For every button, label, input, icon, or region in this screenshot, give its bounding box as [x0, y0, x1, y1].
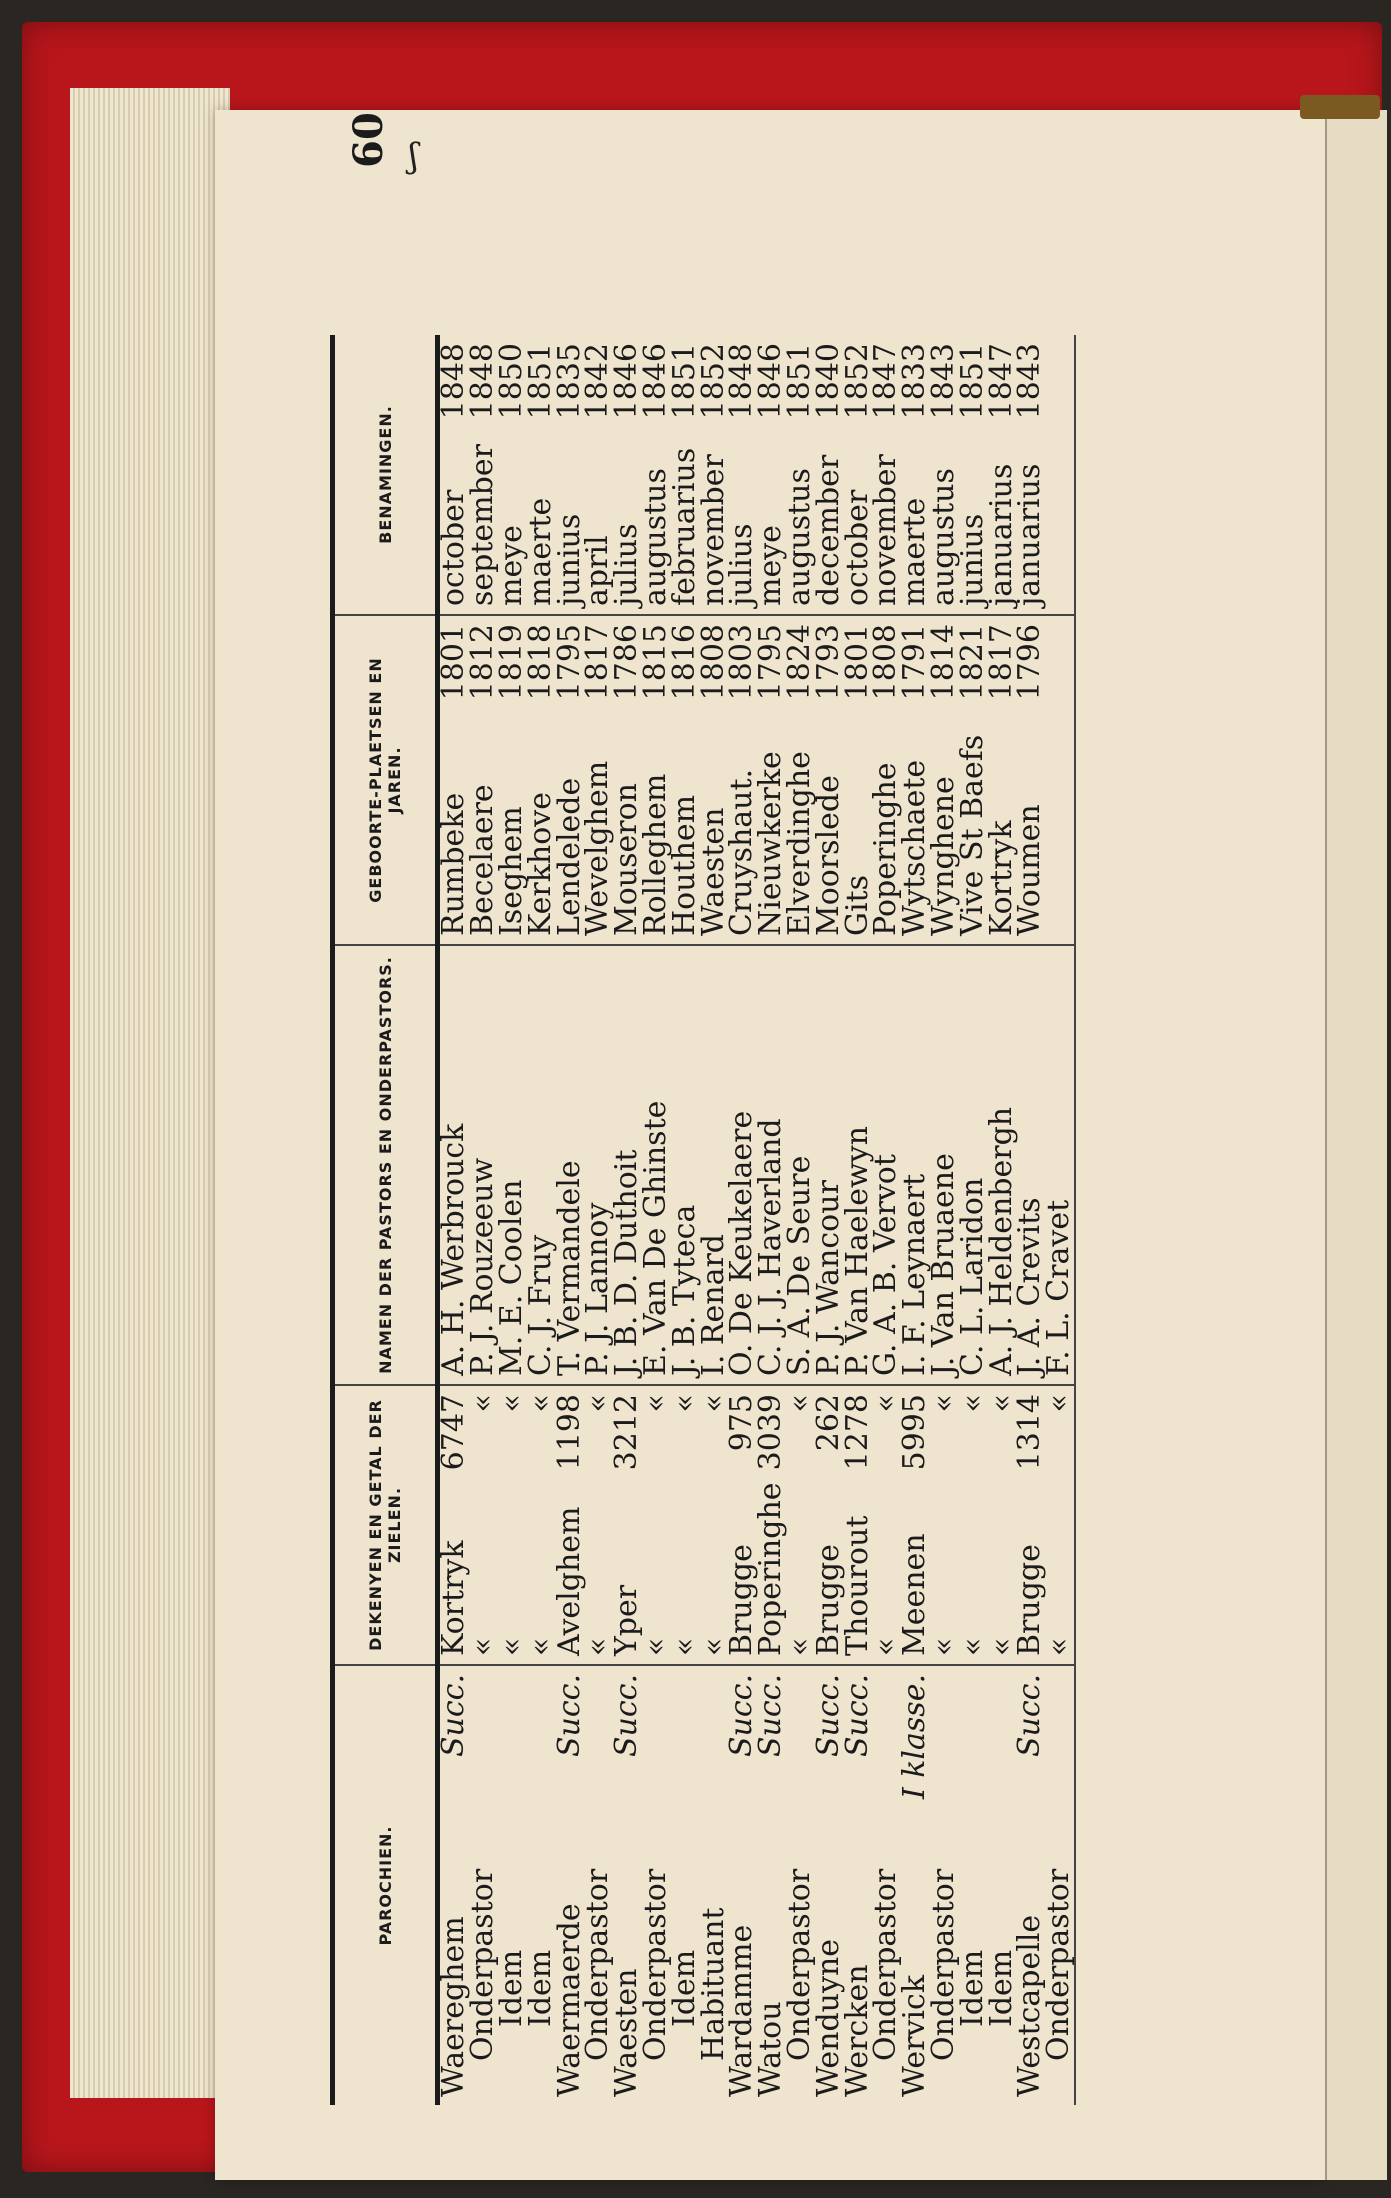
dekenij-name: Meenen: [897, 1533, 933, 1656]
cell-parochie: [925, 1665, 961, 2105]
zielen-count: 262: [810, 1394, 846, 1452]
parochie-name: Idem: [983, 1949, 1019, 2027]
pastor-name: T. Vermandele: [551, 1160, 587, 1376]
benaming-jaar: 1848: [465, 343, 501, 420]
pastor-name: S. A. De Seure: [781, 1155, 817, 1376]
geboorte-plaets: Moorslede: [810, 775, 846, 936]
dekenij-name: Avelghem: [551, 1506, 587, 1656]
geboorte-jaar: 1821: [954, 624, 990, 701]
geboorte-plaets: Wevelghem: [580, 760, 616, 936]
dekenij-name: Brugge: [724, 1544, 760, 1656]
benaming-maend: junius: [954, 513, 990, 606]
geboorte-jaar: 1796: [1012, 624, 1048, 701]
benaming-maend: april: [580, 535, 616, 606]
zielen-count: «: [522, 1394, 558, 1413]
parochie-name: Idem: [666, 1949, 702, 2027]
dekenij-name: «: [465, 1637, 501, 1656]
zielen-count: «: [666, 1394, 702, 1413]
geboorte-plaets: Lendelede: [551, 777, 587, 936]
pastor-name: A. J. Heldenbergh: [983, 1106, 1019, 1376]
benaming-jaar: 1847: [983, 343, 1019, 420]
table-header-row: [333, 335, 438, 2105]
benaming-jaar: 1852: [839, 343, 875, 420]
parochie-name: Waereghem: [436, 1916, 472, 2097]
geboorte-plaets: Poperinghe: [868, 762, 904, 936]
geboorte-jaar: 1803: [724, 624, 760, 701]
zielen-count: «: [983, 1394, 1019, 1413]
cell-dekenij: [637, 1385, 673, 1665]
parochie-status: Succ.: [436, 1674, 472, 1758]
benaming-jaar: 1840: [810, 343, 846, 420]
parochie-status: Succ.: [810, 1674, 846, 1758]
benaming-maend: november: [695, 454, 731, 606]
pastor-name: A. H. Werbrouck: [436, 1123, 472, 1376]
zielen-count: 1198: [551, 1394, 587, 1471]
zielen-count: «: [925, 1394, 961, 1413]
parochie-name: Onderpastor: [781, 1868, 817, 2061]
geboorte-jaar: 1808: [868, 624, 904, 701]
geboorte-jaar: 1786: [609, 624, 645, 701]
geboorte-plaets: Rumbeke: [436, 792, 472, 936]
cell-geboorte: [1045, 615, 1075, 945]
benaming-maend: augustus: [925, 468, 961, 606]
geboorte-plaets: Gits: [839, 874, 875, 936]
cell-parochie: [522, 1665, 558, 2105]
dekenij-name: «: [925, 1637, 961, 1656]
benaming-jaar: 1850: [493, 343, 529, 420]
zielen-count: 1314: [1012, 1394, 1048, 1471]
parochie-name: Westcapelle: [1012, 1914, 1048, 2097]
pastor-name: I. Renard: [695, 1233, 731, 1376]
page-number: 60: [345, 112, 392, 168]
zielen-count: «: [781, 1394, 817, 1413]
header-geboorte: GEBOORTE-PLAETSEN EN JAREN.: [333, 615, 438, 945]
dekenij-name: Thourout: [839, 1515, 875, 1656]
cell-parochie: [493, 1665, 529, 2105]
parochie-name: Wercken: [839, 1964, 875, 2097]
zielen-count: «: [695, 1394, 731, 1413]
cell-dekenij: [1041, 1385, 1077, 1665]
zielen-count: «: [1041, 1394, 1077, 1413]
dekenij-name: «: [868, 1637, 904, 1656]
benaming-jaar: 1848: [436, 343, 472, 420]
geboorte-plaets: Houthem: [666, 794, 702, 936]
dekenij-name: «: [1041, 1637, 1077, 1656]
geboorte-plaets: Kortryk: [983, 820, 1019, 936]
zielen-count: 3039: [753, 1394, 789, 1471]
geboorte-plaets: Wytschaete: [897, 759, 933, 936]
geboorte-jaar: 1795: [551, 624, 587, 701]
cell-parochie: [436, 1665, 472, 2105]
geboorte-jaar: 1819: [493, 624, 529, 701]
dekenij-name: «: [954, 1637, 990, 1656]
table-row: [1045, 335, 1075, 2105]
geboorte-plaets: Wynghene: [925, 776, 961, 936]
parochie-name: Onderpastor: [465, 1868, 501, 2061]
benaming-jaar: 1843: [925, 343, 961, 420]
cell-parochie: [666, 1665, 702, 2105]
cell-dekenij: [436, 1385, 472, 1665]
pastor-name: C. J. Fruy: [522, 1234, 558, 1376]
cell-benaming: [1045, 335, 1075, 615]
parochie-status: Succ.: [1012, 1674, 1048, 1758]
parochie-status: Succ.: [753, 1674, 789, 1758]
pastor-name: I. F. Leynaert: [897, 1173, 933, 1376]
parochie-name: Onderpastor: [580, 1868, 616, 2061]
cell-parochie: [1041, 1665, 1077, 2105]
dekenij-name: «: [522, 1637, 558, 1656]
benaming-maend: meye: [493, 525, 529, 606]
pastor-name: O. De Keukelaere: [724, 1110, 760, 1376]
next-page-edge: [1325, 110, 1387, 2180]
cell-dekenij: [810, 1385, 846, 1665]
zielen-count: «: [493, 1394, 529, 1413]
parochie-name: Onderpastor: [925, 1868, 961, 2061]
benaming-maend: december: [810, 454, 846, 606]
parochie-status: Succ.: [609, 1674, 645, 1758]
geboorte-jaar: 1791: [897, 624, 933, 701]
benaming-jaar: 1852: [695, 343, 731, 420]
benaming-maend: november: [868, 454, 904, 606]
parochie-name: Watou: [753, 2001, 789, 2097]
geboorte-jaar: 1817: [580, 624, 616, 701]
cell-dekenij: [609, 1385, 645, 1665]
benaming-maend: februarius: [666, 447, 702, 606]
cell-dekenij: [465, 1385, 501, 1665]
pastor-name: P. J. Lannoy: [580, 1202, 616, 1376]
benaming-maend: januarius: [1012, 463, 1048, 606]
cell-naam: [810, 945, 846, 1385]
cell-dekenij: [753, 1385, 789, 1665]
pastor-name: J. A. Crevits: [1012, 1197, 1048, 1376]
zielen-count: 3212: [609, 1394, 645, 1471]
dekenij-name: Yper: [609, 1584, 645, 1656]
parochie-name: Wenduyne: [810, 1938, 846, 2097]
benaming-maend: october: [436, 489, 472, 606]
pastor-name: P. J. Wancour: [810, 1180, 846, 1376]
zielen-count: «: [580, 1394, 616, 1413]
cell-parochie: [465, 1665, 501, 2105]
zielen-count: «: [954, 1394, 990, 1413]
benaming-maend: augustus: [781, 468, 817, 606]
geboorte-plaets: Vive St Baefs: [954, 734, 990, 936]
cell-parochie: [954, 1665, 990, 2105]
cell-naam: [954, 945, 990, 1385]
zielen-count: «: [868, 1394, 904, 1413]
dekenij-name: «: [493, 1637, 529, 1656]
pastor-name: G. A. B. Vervot: [868, 1154, 904, 1376]
parochie-name: Wardamme: [724, 1924, 760, 2097]
parochie-name: Idem: [522, 1949, 558, 2027]
header-namen: NAMEN DER PASTORS EN ONDERPASTORS.: [333, 945, 438, 1385]
geboorte-jaar: 1824: [781, 624, 817, 701]
pastor-name: F. L. Cravet: [1041, 1199, 1077, 1376]
benaming-jaar: 1842: [580, 343, 616, 420]
zielen-count: 5995: [897, 1394, 933, 1471]
parochie-name: Idem: [493, 1949, 529, 2027]
parochie-name: Wervick: [897, 1974, 933, 2097]
cell-parochie: [810, 1665, 846, 2105]
geboorte-jaar: 1814: [925, 624, 961, 701]
cell-parochie: [637, 1665, 673, 2105]
dekenij-name: «: [666, 1637, 702, 1656]
cell-geboorte: [1012, 615, 1048, 945]
pastor-name: C. L. Laridon: [954, 1177, 990, 1376]
cell-dekenij: [551, 1385, 587, 1665]
cell-naam: [436, 945, 472, 1385]
parochie-name: Onderpastor: [1041, 1868, 1077, 2061]
zielen-count: 1278: [839, 1394, 875, 1471]
geboorte-plaets: Becelaere: [465, 784, 501, 936]
cell-naam: [522, 945, 558, 1385]
header-dekenyen: DEKENYEN EN GETAL DER ZIELEN.: [333, 1385, 438, 1665]
parochie-status: Succ.: [551, 1674, 587, 1758]
geboorte-jaar: 1817: [983, 624, 1019, 701]
geboorte-jaar: 1816: [666, 624, 702, 701]
benaming-jaar: 1851: [781, 343, 817, 420]
pastor-name: C. J. J. Haverland: [753, 1118, 789, 1376]
geboorte-jaar: 1812: [465, 624, 501, 701]
page-edges: [70, 88, 230, 2098]
benaming-maend: junius: [551, 513, 587, 606]
geboorte-jaar: 1801: [839, 624, 875, 701]
benaming-jaar: 1851: [954, 343, 990, 420]
cell-geboorte: [436, 615, 472, 945]
dekenij-name: «: [580, 1637, 616, 1656]
parochie-name: Onderpastor: [637, 1868, 673, 2061]
dekenij-name: «: [637, 1637, 673, 1656]
geboorte-plaets: Elverdinghe: [781, 751, 817, 936]
parochie-name: Idem: [954, 1949, 990, 2027]
parochie-name: Waesten: [609, 1968, 645, 2097]
dekenij-name: Brugge: [810, 1544, 846, 1656]
benaming-maend: meye: [753, 525, 789, 606]
benaming-maend: januarius: [983, 463, 1019, 606]
benaming-jaar: 1846: [753, 343, 789, 420]
cell-dekenij: [522, 1385, 558, 1665]
cell-naam: [1041, 945, 1077, 1385]
parochie-status: Succ.: [724, 1674, 760, 1758]
geboorte-plaets: Woumen: [1012, 804, 1048, 936]
geboorte-plaets: Mouseron: [609, 783, 645, 936]
cell-dekenij: [666, 1385, 702, 1665]
benaming-jaar: 1851: [666, 343, 702, 420]
pastor-name: P. Van Haelewyn: [839, 1126, 875, 1376]
pastor-name: E. Van De Ghinste: [637, 1100, 673, 1376]
benaming-maend: augustus: [637, 468, 673, 606]
benaming-maend: maerte: [522, 497, 558, 606]
geboorte-jaar: 1801: [436, 624, 472, 701]
geboorte-plaets: Iseghem: [493, 806, 529, 936]
zielen-count: 6747: [436, 1394, 472, 1471]
dekenij-name: Brugge: [1012, 1544, 1048, 1656]
benaming-jaar: 1846: [637, 343, 673, 420]
geboorte-plaets: Kerkhove: [522, 792, 558, 936]
pencil-mark-icon: ʃ: [409, 136, 419, 176]
geboorte-plaets: Cruyshaut.: [724, 768, 760, 936]
register-table: [330, 335, 1076, 2105]
cell-dekenij: [493, 1385, 529, 1665]
cell-dekenij: [839, 1385, 875, 1665]
pastor-name: P. J. Rouzeeuw: [465, 1157, 501, 1376]
cell-benaming: [1012, 335, 1048, 615]
benaming-jaar: 1847: [868, 343, 904, 420]
benaming-jaar: 1848: [724, 343, 760, 420]
header-parochien: PAROCHIEN.: [333, 1665, 438, 2105]
benaming-jaar: 1833: [897, 343, 933, 420]
benaming-jaar: 1846: [609, 343, 645, 420]
parochie-status: I klasse.: [897, 1674, 933, 1800]
pastor-name: J. Van Bruaene: [925, 1153, 961, 1376]
geboorte-plaets: Rolleghem: [637, 773, 673, 936]
benaming-maend: julius: [609, 523, 645, 606]
dekenij-name: «: [983, 1637, 1019, 1656]
geboorte-jaar: 1808: [695, 624, 731, 701]
dekenij-name: «: [695, 1637, 731, 1656]
geboorte-jaar: 1793: [810, 624, 846, 701]
dekenij-name: «: [781, 1637, 817, 1656]
geboorte-jaar: 1815: [637, 624, 673, 701]
parochie-name: Waermaerde: [551, 1903, 587, 2097]
geboorte-plaets: Nieuwkerke: [753, 751, 789, 936]
parochie-name: Habituant: [695, 1907, 731, 2061]
parochie-status: Succ.: [839, 1674, 875, 1758]
benaming-jaar: 1835: [551, 343, 587, 420]
cell-dekenij: [897, 1385, 933, 1665]
pastor-name: M. E. Coolen: [493, 1179, 529, 1376]
cell-benaming: [436, 335, 472, 615]
zielen-count: «: [465, 1394, 501, 1413]
pastor-name: J. B. Tyteca: [666, 1204, 702, 1376]
rotated-page-content: [330, 95, 1315, 2105]
geboorte-jaar: 1818: [522, 624, 558, 701]
benaming-jaar: 1843: [1012, 343, 1048, 420]
dekenij-name: Kortryk: [436, 1540, 472, 1656]
cell-dekenij: [1012, 1385, 1048, 1665]
dekenij-name: Poperinghe: [753, 1482, 789, 1656]
benaming-jaar: 1851: [522, 343, 558, 420]
benaming-maend: october: [839, 489, 875, 606]
geboorte-jaar: 1795: [753, 624, 789, 701]
parochie-name: Onderpastor: [868, 1868, 904, 2061]
zielen-count: «: [637, 1394, 673, 1413]
table-row: [438, 335, 469, 2105]
benaming-maend: maerte: [897, 497, 933, 606]
pastor-name: J. B. D. Duthoit: [609, 1149, 645, 1376]
benaming-maend: julius: [724, 523, 760, 606]
zielen-count: 975: [724, 1394, 760, 1452]
benaming-maend: september: [465, 444, 501, 606]
geboorte-plaets: Waesten: [695, 807, 731, 936]
cell-dekenij: [925, 1385, 961, 1665]
cell-naam: [666, 945, 702, 1385]
header-benamingen: BENAMINGEN.: [333, 335, 438, 615]
cell-dekenij: [954, 1385, 990, 1665]
